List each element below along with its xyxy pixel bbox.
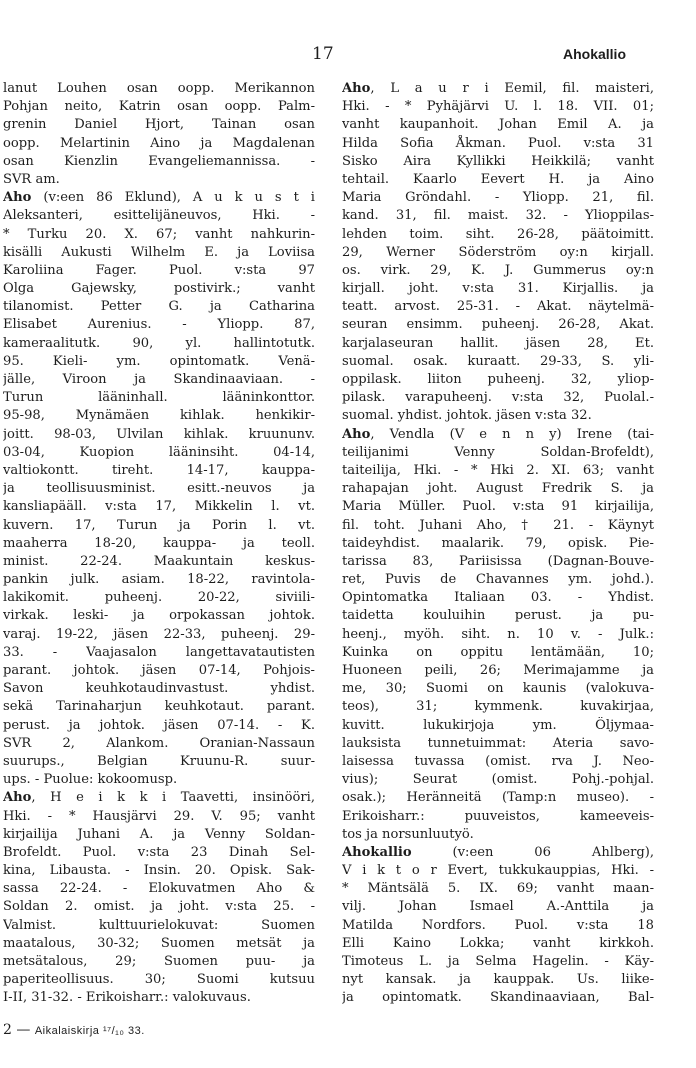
text-line: vanht kaupanhoit. Johan Emil A. ja	[342, 117, 654, 133]
left-column	[3, 80, 315, 1008]
text-line: oppilask. liiton puheenj. 32, yliop-	[342, 372, 654, 387]
text-line: Hilda Sofia Åkman. Puol. v:sta 31	[342, 135, 654, 151]
text-line: Hki. - * Hausjärvi 29. V. 95; vanht	[3, 808, 315, 824]
text-line: Aho, L a u r i Eemil, fil. maisteri,	[342, 81, 654, 96]
text-line: ret, Puvis de Chavannes ym. johd.).	[342, 572, 654, 588]
text-line: lehden toim. siht. 26-28, päätoimitt.	[342, 226, 654, 242]
text-line: fil. toht. Juhani Aho, † 21. - Käynyt	[342, 517, 654, 533]
text-line: ja teollisuusminist. esitt.-neuvos ja	[3, 481, 315, 497]
text-line: tarissa 83, Pariisissa (Dagnan-Bouve-	[342, 553, 654, 569]
text-line: Kuinka on oppitu lentämään, 10;	[342, 644, 654, 660]
text-line: Timoteus L. ja Selma Hagelin. - Käy-	[342, 954, 654, 969]
sheet-number: 2 —	[3, 1022, 31, 1038]
text-line: varaj. 19-22, jäsen 22-33, puheenj. 29-	[3, 626, 315, 642]
running-head: Ahokallio	[562, 46, 626, 62]
text-line: ja opintomatk. Skandinaaviaan, Bal-	[342, 990, 654, 1006]
text-line: Pohjan neito, Katrin osan oopp. Palm-	[3, 99, 315, 115]
text-line: lanut Louhen osan oopp. Merikannon	[3, 81, 315, 96]
text-line: tilanomist. Petter G. ja Catharina	[3, 299, 315, 315]
text-line: sassa 22-24. - Elokuvatmen Aho &	[3, 881, 315, 897]
text-line: suurups., Belgian Kruunu-R. suur-	[3, 753, 315, 769]
text-line: Opintomatka Italiaan 03. - Yhdist.	[342, 590, 654, 606]
text-line: rahapajan joht. August Fredrik S. ja	[342, 481, 654, 497]
text-line: Maria Gröndahl. - Yliopp. 21, fil.	[342, 190, 654, 206]
text-line: 95-98, Mynämäen kihlak. henkikir-	[3, 408, 315, 424]
text-line: laisessa tuvassa (omist. rva J. Neo-	[342, 753, 654, 769]
text-line: Karoliina Fager. Puol. v:sta 97	[3, 262, 315, 278]
text-line: heenj., myöh. siht. n. 10 v. - Julk.:	[342, 626, 654, 642]
text-line: Brofeldt. Puol. v:sta 23 Dinah Sel-	[3, 844, 315, 860]
text-line: tos ja norsunluutyö.	[342, 826, 474, 842]
text-line: nyt kansak. ja kauppak. Us. liike-	[342, 972, 654, 988]
text-line: paperiteollisuus. 30; Suomi kutsuu	[3, 972, 315, 988]
text-line: metsätalous, 29; Suomen puu- ja	[3, 954, 315, 969]
text-line: Soldan 2. omist. ja joht. v:sta 25. -	[3, 899, 315, 915]
text-line: Aho (v:een 86 Eklund), A u k u s t i	[3, 190, 315, 206]
text-line: jälle, Viroon ja Skandinaaviaan. -	[3, 372, 315, 387]
page-header	[0, 44, 696, 68]
text-line: Valmist. kulttuurielokuvat: Suomen	[3, 917, 315, 933]
text-line: grenin Daniel Hjort, Tainan osan	[3, 117, 315, 133]
text-line: taidetta kouluihin perust. ja pu-	[342, 608, 654, 624]
text-line: kisälli Aukusti Wilhelm E. ja Loviisa	[3, 244, 315, 260]
text-line: pankin julk. asiam. 18-22, ravintola-	[3, 572, 315, 588]
text-line: Matilda Nordfors. Puol. v:sta 18	[342, 917, 654, 933]
text-line: kuvern. 17, Turun ja Porin l. vt.	[3, 517, 315, 533]
text-line: 03-04, Kuopion lääninsiht. 04-14,	[3, 444, 315, 460]
printer-signature: Aikalaiskirja ¹⁷/₁₀ 33.	[34, 1025, 145, 1037]
text-line: parant. johtok. jäsen 07-14, Pohjois-	[3, 663, 315, 678]
text-line: kand. 31, fil. maist. 32. - Ylioppilas-	[342, 208, 654, 224]
text-line: Elisabet Aurenius. - Yliopp. 87,	[3, 317, 315, 333]
text-line: teos), 31; kymmenk. kuvakirjaa,	[342, 699, 654, 715]
text-line: Sisko Aira Kyllikki Heikkilä; vanht	[342, 153, 654, 169]
text-line: 95. Kieli- ym. opintomatk. Venä-	[3, 353, 315, 369]
text-line: oopp. Melartinin Aino ja Magdalenan	[3, 135, 315, 151]
text-line: vilj. Johan Ismael A.-Anttila ja	[342, 899, 654, 915]
text-line: Elli Kaino Lokka; vanht kirkkoh.	[342, 935, 654, 951]
text-line: Aho, Vendla (V e n n y) Irene (tai-	[342, 426, 654, 442]
text-line: Hki. - * Pyhäjärvi U. l. 18. VII. 01;	[342, 99, 654, 115]
text-line: taiteilija, Hki. - * Hki 2. XI. 63; vanht	[342, 462, 654, 478]
text-line: Aleksanteri, esittelijäneuvos, Hki. -	[3, 208, 315, 224]
text-line: taideyhdist. maalarik. 79, opisk. Pie-	[342, 535, 654, 551]
text-line: Ahokallio (v:een 06 Ahlberg),	[342, 844, 654, 860]
text-line: Maria Müller. Puol. v:sta 91 kirjailija,	[342, 499, 654, 515]
text-line: teatt. arvost. 25-31. - Akat. näytelmä-	[342, 299, 654, 315]
text-line: kina, Libausta. - Insin. 20. Opisk. Sak-	[3, 863, 315, 879]
text-line: Aho, H e i k k i Taavetti, insinööri,	[3, 790, 315, 806]
text-line: virkak. leski- ja orpokassan johtok.	[3, 608, 315, 624]
text-line: * Mäntsälä 5. IX. 69; vanht maan-	[342, 881, 654, 897]
text-line: sekä Tarinaharjun keuhkotaut. parant.	[3, 699, 315, 715]
text-line: teilijanimi Venny Soldan-Brofeldt),	[342, 444, 654, 460]
text-line: lakikomit. puheenj. 20-22, siviili-	[3, 590, 315, 606]
text-line: kuvitt. lukukirjoja ym. Öljymaa-	[342, 717, 654, 733]
text-line: Turun lääninhall. lääninkonttor.	[3, 390, 315, 406]
text-line: kameraalitutk. 90, yl. hallintotutk.	[3, 335, 315, 351]
text-line: os. virk. 29, K. J. Gummerus oy:n	[342, 262, 654, 278]
page-footer	[3, 1022, 145, 1038]
text-line: Huoneen peili, 26; Merimajamme ja	[342, 663, 654, 678]
text-line: minist. 22-24. Maakuntain keskus-	[3, 553, 315, 569]
text-line: 33. - Vaajasalon langettavatautisten	[3, 644, 315, 660]
text-line: seuran ensimm. puheenj. 26-28, Akat.	[342, 317, 654, 333]
text-line: joitt. 98-03, Ulvilan kihlak. kruununv.	[3, 426, 315, 442]
right-column	[342, 80, 654, 1008]
text-line: Erikoisharr.: puuveistos, kameeveis-	[342, 808, 654, 824]
text-line: SVR 2, Alankom. Oranian-Nassaun	[3, 735, 315, 751]
text-line: maaherra 18-20, kauppa- ja teoll.	[3, 535, 315, 551]
text-line: osak.); Heränneitä (Tamp:n museo). -	[342, 790, 654, 806]
text-line: vius); Seurat (omist. Pohj.-pohjal.	[342, 772, 654, 788]
text-line: osan Kienzlin Evangeliemannissa. -	[3, 153, 315, 169]
text-line: ups. - Puolue: kokoomusp.	[3, 772, 178, 788]
text-line: tehtail. Kaarlo Eevert H. ja Aino	[342, 171, 654, 187]
text-line: me, 30; Suomi on kaunis (valokuva-	[342, 681, 654, 697]
text-line: maatalous, 30-32; Suomen metsät ja	[3, 935, 315, 951]
text-line: 29, Werner Söderström oy:n kirjall.	[342, 244, 654, 260]
text-line: pilask. varapuheenj. v:sta 32, Puolal.-	[342, 390, 654, 406]
text-line: kirjailija Juhani A. ja Venny Soldan-	[3, 826, 315, 842]
text-line: Olga Gajewsky, postivirk.; vanht	[3, 281, 315, 297]
text-line: SVR am.	[3, 171, 60, 187]
text-line: suomal. yhdist. johtok. jäsen v:sta 32.	[342, 408, 592, 424]
text-line: * Turku 20. X. 67; vanht nahkurin-	[3, 226, 315, 242]
text-line: valtiokontt. tireht. 14-17, kauppa-	[3, 462, 315, 478]
text-line: kirjall. joht. v:sta 31. Kirjallis. ja	[342, 281, 654, 297]
text-line: suomal. osak. kuraatt. 29-33, S. yli-	[342, 353, 654, 369]
text-line: V i k t o r Evert, tukkukauppias, Hki. -	[342, 863, 654, 879]
text-line: lauksista tunnetuimmat: Ateria savo-	[342, 735, 654, 751]
page-number: 17	[312, 44, 334, 64]
text-line: perust. ja johtok. jäsen 07-14. - K.	[3, 717, 315, 733]
text-line: I-II, 31-32. - Erikoisharr.: valokuvaus.	[3, 990, 251, 1006]
text-line: karjalaseuran hallit. jäsen 28, Et.	[342, 335, 654, 351]
text-line: kansliapääll. v:sta 17, Mikkelin l. vt.	[3, 499, 315, 515]
text-line: Savon keuhkotaudinvastust. yhdist.	[3, 681, 315, 697]
